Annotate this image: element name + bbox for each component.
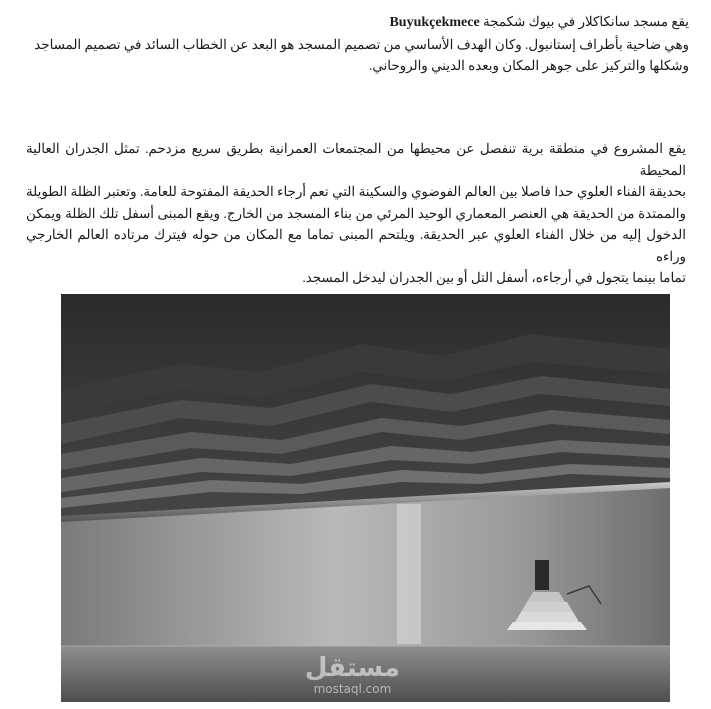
light-column	[397, 504, 421, 644]
place-name-latin: Buyukçekmece	[389, 15, 480, 30]
watermark-logo: مستقل	[304, 653, 400, 683]
watermark-url: mostaql.com	[313, 682, 392, 696]
intro-line-1: يقع مسجد سانكاكلار في بيوك شكمجة Buyukçekmece	[389, 14, 689, 30]
project-paragraph	[26, 138, 686, 289]
project-line-4: الدخول إليه من خلال الفناء العلوي عبر الحديقة. ويلتحم المبنى تماما مع المكان من حوله فيترك مرتاده العالم الخارجي وراءه	[26, 227, 686, 264]
watermark	[305, 654, 400, 696]
project-line-2: بحديقة الفناء العلوي حدا فاصلا بين العالم الفوضوي والسكينة التي تعم أرجاء الحديقة المفتوحة للعامة. وتعتبر الظلة الطويلة	[26, 184, 686, 199]
mosque-interior-photo	[61, 294, 670, 702]
intro-line-2: وهي ضاحية بأطراف إستانبول. وكان الهدف الأساسي من تصميم المسجد هو البعد عن الخطاب السائد في تصميم المساجد	[34, 36, 689, 52]
project-line-1: يقع المشروع في منطقة برية تنفصل عن محيطها من المجتمعات العمرانية بطريق سريع مزدحم. تمثل الجدران العالية المحيطة	[26, 141, 686, 178]
project-line-3: والممتدة من الحديقة هي العنصر المعماري الوحيد المرئي من بناء المسجد من الخارج. ويقع المبنى أسفل تلك الظلة ويمكن	[26, 205, 686, 221]
intro-paragraph	[29, 11, 689, 77]
intro-line-3: وشكلها والتركيز على جوهر المكان وبعده الديني والروحاني.	[369, 58, 689, 73]
photo-illustration	[61, 294, 670, 702]
project-line-5: تماما بينما يتجول في أرجاءه، أسفل التل أو بين الجدران ليدخل المسجد.	[302, 270, 686, 285]
doorway	[535, 560, 549, 590]
